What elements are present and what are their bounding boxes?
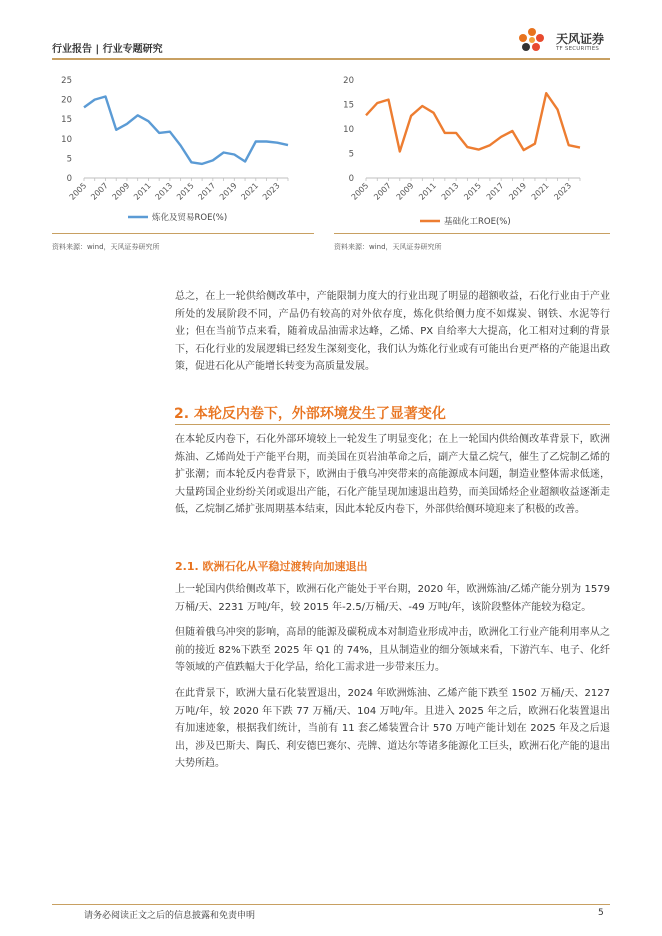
section-2-heading: 2. 本轮反内卷下，外部环境发生了显著变化 — [174, 406, 446, 422]
series-line — [366, 93, 580, 151]
x-tick-label: 2015 — [175, 181, 196, 202]
x-tick-label: 2009 — [394, 181, 416, 202]
x-tick-label: 2017 — [196, 181, 218, 202]
chart1-source: 资料来源：wind，天风证券研究所 — [52, 243, 160, 251]
x-tick-label: 2011 — [132, 181, 153, 202]
header-rule — [52, 58, 610, 60]
y-tick-label: 5 — [348, 149, 354, 160]
y-tick-label: 15 — [343, 100, 354, 111]
x-tick-label: 2009 — [110, 181, 132, 202]
paragraph-europe-exit: 在此背景下，欧洲大量石化装置退出，2024 年欧洲炼油、乙烯产能下跌至 1502 万桶/天、2127 万吨/年，较 2020 年下跌 77 万桶/天、104 万吨/年。且进入 2025 年之后，欧洲石化装置退出有加速迹象，根据我们统计，当前有 11 套乙烯装置合计 570 万吨产能计划在 2025 年及之后退出，涉及巴斯夫、陶氏、利安德巴赛尔、壳牌、道达尔等诸多能源化工巨头，欧洲石化产能的退出大势所趋。 — [175, 688, 610, 769]
y-tick-label: 20 — [343, 76, 354, 86]
y-tick-label: 5 — [66, 154, 72, 165]
x-tick-label: 2013 — [153, 181, 175, 202]
paragraph-summary: 总之，在上一轮供给侧改革中，产能限制力度大的行业出现了明显的超额收益，石化行业由于产业所处的发展阶段不同，产品仍有较高的对外依存度，炼化供给侧力度不如煤炭、钢铁、水泥等行业；但在当前节点来看，随着成品油需求达峰，乙烯、PX 自给率大大提高，化工相对过剩的背景下，石化行业的发展逻辑已经发生深刻变化，我们认为炼化行业或有可能出台更严格的产能退出政策，促进石化从产能增长转变为高质量发展。 — [175, 291, 610, 372]
section-2-1-heading: 2.1. 欧洲石化从平稳过渡转向加速退出 — [175, 560, 368, 573]
page-number: 5 — [598, 908, 604, 918]
paragraph-external-environment: 在本轮反内卷下，石化外部环境较上一轮发生了明显变化；在上一轮国内供给侧改革背景下，欧洲炼油、乙烯尚处于产能平台期，而美国在页岩油革命之后，副产大量乙烷气，催生了乙烷制乙烯的扩张潮；而本轮反内卷背景下，欧洲由于俄乌冲突带来的高能源成本问题，制造业整体需求低迷，大量跨国企业纷纷关闭或退出产能，石化产能呈现加速退出趋势，而美国烯烃企业超额收益逐渐走低，乙烷制乙烯扩张周期基本结束，因此本轮反内卷下，外部供给侧环境迎来了积极的改善。 — [175, 434, 610, 515]
chart2-bottom-rule — [334, 233, 610, 234]
series-line — [84, 97, 288, 164]
y-tick-label: 10 — [61, 134, 72, 145]
y-tick-label: 25 — [61, 76, 72, 86]
report-category: 行业报告 | 行业专题研究 — [52, 44, 163, 55]
x-tick-label: 2005 — [67, 181, 89, 202]
x-tick-label: 2005 — [349, 181, 371, 202]
paragraph-europe-capacity: 上一轮国内供给侧改革下，欧洲石化产能处于平台期，2020 年，欧洲炼油/乙烯产能分别为 1579 万桶/天、2231 万吨/年，较 2015 年-2.5/万桶/天、-49 万吨/年，该阶段整体产能较为稳定。 — [175, 584, 610, 613]
refining-roe-chart — [52, 64, 314, 232]
x-tick-label: 2019 — [217, 181, 239, 202]
paragraph-russia-ukraine-impact: 但随着俄乌冲突的影响，高昂的能源及碳税成本对制造业形成冲击，欧洲化工行业产能利用率从之前的接近 82%下跌至 2025 年 Q1 的 74%，且从制造业的细分领域来看，下游汽车、电子、化纤等领域的产值跌幅大于化学品，给化工需求进一步带来压力。 — [175, 627, 610, 673]
x-tick-label: 2019 — [507, 181, 529, 202]
x-tick-label: 2013 — [439, 181, 461, 202]
chart2-source: 资料来源：wind，天风证券研究所 — [334, 243, 442, 251]
footer-rule — [52, 904, 610, 905]
x-tick-label: 2023 — [260, 181, 282, 202]
y-tick-label: 10 — [343, 125, 354, 135]
x-tick-label: 2007 — [89, 181, 110, 202]
flower-logo-icon — [519, 28, 544, 51]
logo-name: 天风证券 — [556, 32, 605, 46]
x-tick-label: 2017 — [484, 181, 506, 202]
x-tick-label: 2023 — [552, 181, 574, 202]
x-tick-label: 2015 — [462, 181, 484, 202]
chart1-bottom-rule — [52, 233, 314, 234]
x-tick-label: 2021 — [529, 181, 551, 202]
legend-label: 炼化及贸易ROE(%) — [152, 213, 228, 223]
logo-subtitle: TF SECURITIES — [556, 46, 600, 52]
y-tick-label: 20 — [61, 95, 72, 106]
x-tick-label: 2007 — [372, 181, 393, 202]
y-tick-label: 0 — [66, 174, 72, 184]
section-2-rule — [175, 424, 610, 425]
footer-disclaimer: 请务必阅读正文之后的信息披露和免责申明 — [84, 911, 256, 921]
y-tick-label: 15 — [61, 115, 72, 126]
legend-label: 基础化工ROE(%) — [444, 217, 511, 227]
x-tick-label: 2011 — [417, 181, 438, 202]
x-tick-label: 2021 — [239, 181, 261, 202]
y-tick-label: 0 — [348, 174, 354, 184]
basic-chemicals-roe-chart — [334, 64, 610, 232]
